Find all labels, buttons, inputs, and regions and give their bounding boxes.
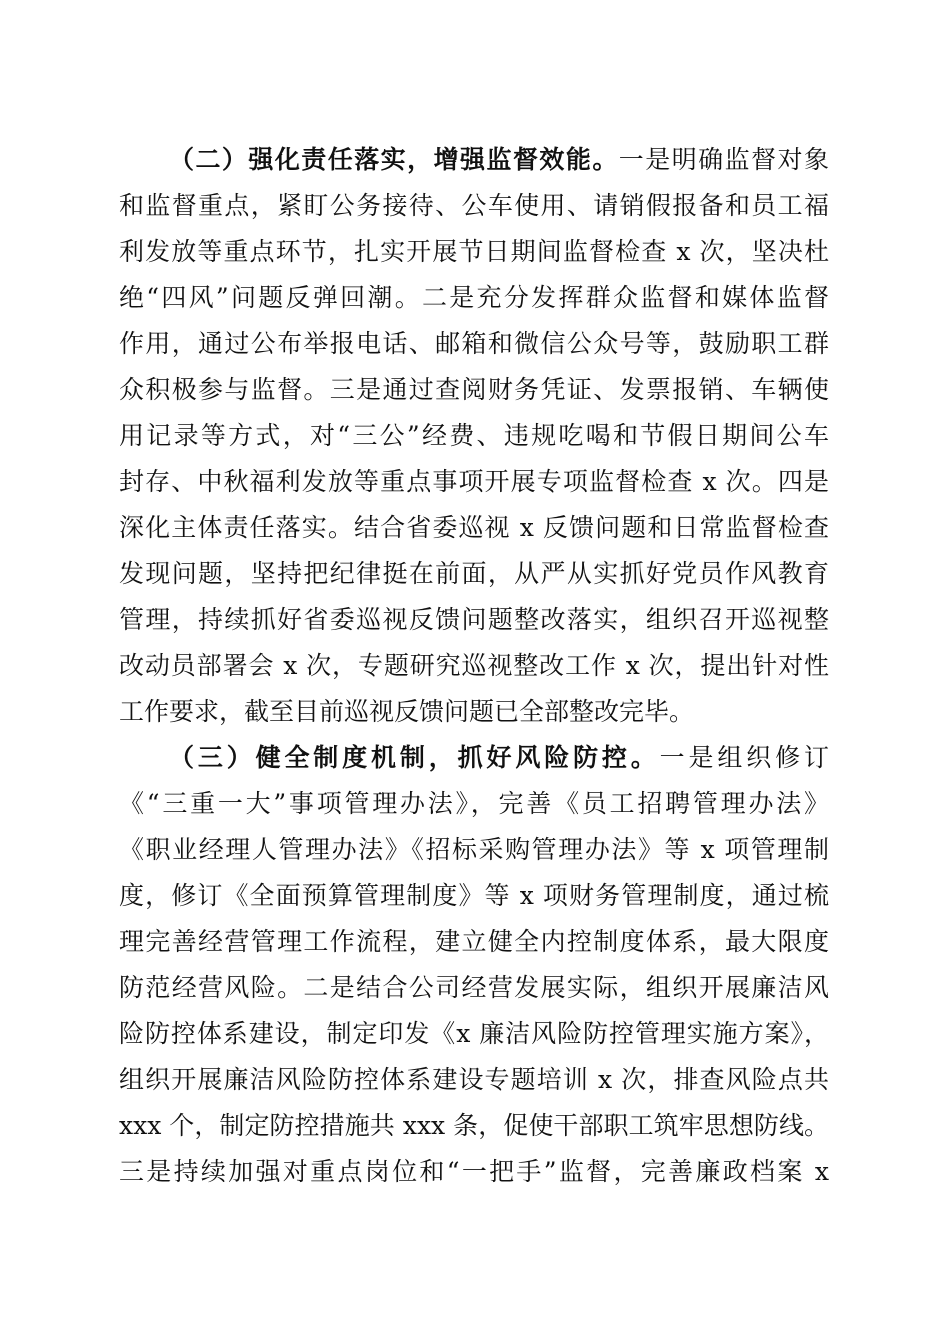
paragraph-3-line-1 (169, 735, 829, 781)
paragraph-2-line-4: 绝“四风”问题反弹回潮。二是充分发挥群众监督和媒体监督 (119, 283, 829, 312)
paragraph-3-line-7: 险防控体系建设，制定印发《x 廉洁风险防控管理实施方案》， (119, 1019, 829, 1048)
paragraph-2-line-1 (169, 137, 829, 183)
paragraph-2-line-6: 众积极参与监督。三是通过查阅财务凭证、发票报销、车辆使 (119, 375, 829, 404)
paragraph-3-heading: （三）健全制度机制，抓好风险防控。 (169, 743, 660, 772)
paragraph-3-line-10: 三是持续加强对重点岗位和“一把手”监督，完善廉政档案 x (119, 1157, 829, 1186)
paragraph-2-text: 一是明确监督对象 (618, 145, 829, 174)
paragraph-2-line-11: 管理，持续抓好省委巡视反馈问题整改落实，组织召开巡视整 (119, 605, 829, 634)
paragraph-2-line-9: 深化主体责任落实。结合省委巡视 x 反馈问题和日常监督检查 (119, 513, 829, 542)
paragraph-2-line-8: 封存、中秋福利发放等重点事项开展专项监督检查 x 次。四是 (119, 467, 829, 496)
paragraph-2-line-2: 和监督重点，紧盯公务接待、公车使用、请销假报备和员工福 (119, 191, 829, 220)
paragraph-3-line-2: 《“三重一大”事项管理办法》，完善《员工招聘管理办法》 (119, 789, 829, 818)
paragraph-2-line-10: 发现问题，坚持把纪律挺在前面，从严从实抓好党员作风教育 (119, 559, 829, 588)
paragraph-2-heading: （二）强化责任落实，增强监督效能。 (169, 145, 619, 174)
paragraph-3-line-3: 《职业经理人管理办法》《招标采购管理办法》等 x 项管理制 (119, 835, 829, 864)
paragraph-3-line-4: 度，修订《全面预算管理制度》等 x 项财务管理制度，通过梳 (119, 881, 829, 910)
paragraph-2-line-5: 作用，通过公布举报电话、邮箱和微信公众号等，鼓励职工群 (119, 329, 829, 358)
paragraph-3-line-9: xxx 个，制定防控措施共 xxx 条，促使干部职工筑牢思想防线。 (119, 1111, 829, 1140)
paragraph-2-line-12: 改动员部署会 x 次，专题研究巡视整改工作 x 次，提出针对性 (119, 651, 829, 680)
paragraph-2-line-7: 用记录等方式，对“三公”经费、违规吃喝和节假日期间公车 (119, 421, 829, 450)
paragraph-3-line-5: 理完善经营管理工作流程，建立健全内控制度体系，最大限度 (119, 927, 829, 956)
paragraph-2-line-3: 利发放等重点环节，扎实开展节日期间监督检查 x 次，坚决杜 (119, 237, 829, 266)
paragraph-3-text: 一是组织修订 (659, 743, 829, 772)
paragraph-2-line-13: 工作要求，截至目前巡视反馈问题已全部整改完毕。 (119, 697, 695, 726)
paragraph-3-line-6: 防范经营风险。二是结合公司经营发展实际，组织开展廉洁风 (119, 973, 829, 1002)
paragraph-3-line-8: 组织开展廉洁风险防控体系建设专题培训 x 次，排查风险点共 (119, 1065, 829, 1094)
